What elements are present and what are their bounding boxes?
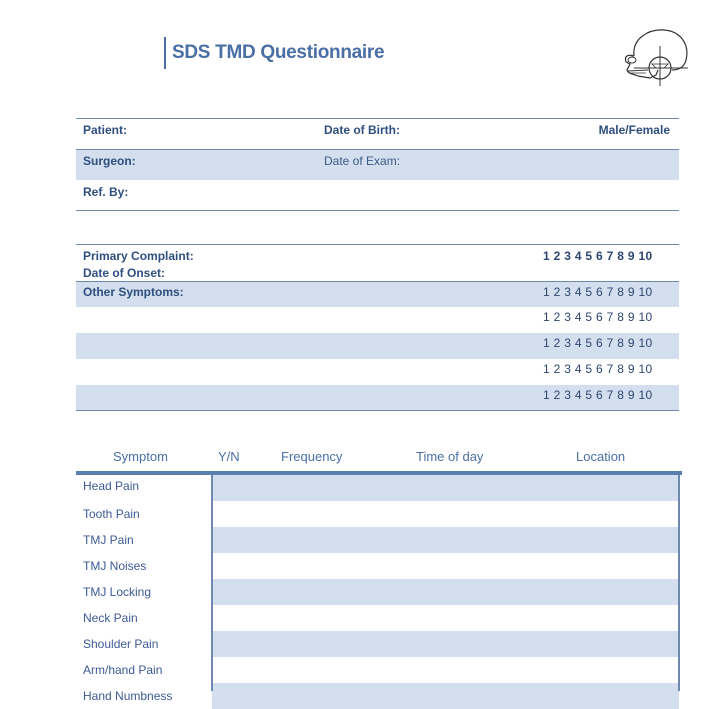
table-row [76, 657, 682, 683]
entry-cells[interactable] [212, 527, 679, 553]
symptom-name: Hand Numbness [83, 689, 173, 703]
exam-date-label: Date of Exam: [324, 154, 401, 168]
severity-scale: 1 2 3 4 5 6 7 8 9 10 [543, 336, 653, 350]
entry-cells[interactable] [212, 475, 679, 501]
symptom-line [76, 333, 679, 359]
surgeon-label: Surgeon: [83, 154, 136, 168]
title-block [164, 37, 384, 69]
table-row [76, 553, 682, 579]
column-header-yn: Y/N [218, 449, 240, 464]
column-header-time-of-day: Time of day [416, 449, 484, 464]
symptom-name: Head Pain [83, 479, 140, 493]
symptom-line [76, 307, 679, 333]
entry-cells[interactable] [212, 631, 679, 657]
table-row [76, 475, 682, 501]
surgeon-row [76, 149, 679, 180]
symptom-name: Neck Pain [83, 611, 138, 625]
skull-crosshair-logo-icon [614, 26, 690, 86]
symptom-name: Shoulder Pain [83, 637, 159, 651]
table-row [76, 605, 682, 631]
symptom-table-header [76, 449, 682, 471]
entry-cells[interactable] [212, 605, 679, 631]
table-row [76, 683, 682, 709]
primary-complaint-row [76, 244, 679, 281]
symptom-name: TMJ Locking [83, 585, 152, 599]
entry-cells[interactable] [212, 553, 679, 579]
dob-label: Date of Birth: [324, 123, 400, 137]
table-border-right [678, 475, 680, 691]
sex-label: Male/Female [598, 123, 670, 137]
symptom-name: Tooth Pain [83, 507, 140, 521]
severity-scale: 1 2 3 4 5 6 7 8 9 10 [543, 362, 653, 376]
severity-scale: 1 2 3 4 5 6 7 8 9 10 [543, 285, 653, 299]
symptom-name: TMJ Noises [83, 559, 147, 573]
patient-label: Patient: [83, 123, 128, 137]
patient-row [76, 118, 679, 149]
column-header-frequency: Frequency [281, 449, 343, 464]
page-title: SDS TMD Questionnaire [172, 42, 385, 63]
entry-cells[interactable] [212, 683, 679, 709]
other-symptoms-label: Other Symptoms: [83, 285, 184, 299]
referral-row [76, 180, 679, 211]
primary-complaint-label: Primary Complaint: [83, 249, 194, 263]
symptom-line [76, 385, 679, 411]
table-row [76, 631, 682, 657]
symptom-table [76, 471, 682, 709]
severity-scale-primary: 1 2 3 4 5 6 7 8 9 10 [543, 249, 653, 263]
symptom-line [76, 359, 679, 385]
patient-info-section [76, 118, 679, 211]
title-accent-bar [164, 37, 166, 69]
entry-cells[interactable] [212, 657, 679, 683]
onset-date-label: Date of Onset: [83, 266, 166, 280]
severity-scale: 1 2 3 4 5 6 7 8 9 10 [543, 310, 653, 324]
severity-scale: 1 2 3 4 5 6 7 8 9 10 [543, 388, 653, 402]
other-symptoms-row [76, 281, 679, 307]
table-divider-line [211, 475, 213, 691]
table-row [76, 501, 682, 527]
entry-cells[interactable] [212, 501, 679, 527]
referral-label: Ref. By: [83, 185, 129, 199]
complaints-section [76, 244, 679, 411]
entry-cells[interactable] [212, 579, 679, 605]
column-header-symptom: Symptom [113, 449, 168, 464]
table-row [76, 527, 682, 553]
column-header-location: Location [576, 449, 626, 464]
symptom-name: Arm/hand Pain [83, 663, 163, 677]
symptom-name: TMJ Pain [83, 533, 134, 547]
table-row [76, 579, 682, 605]
